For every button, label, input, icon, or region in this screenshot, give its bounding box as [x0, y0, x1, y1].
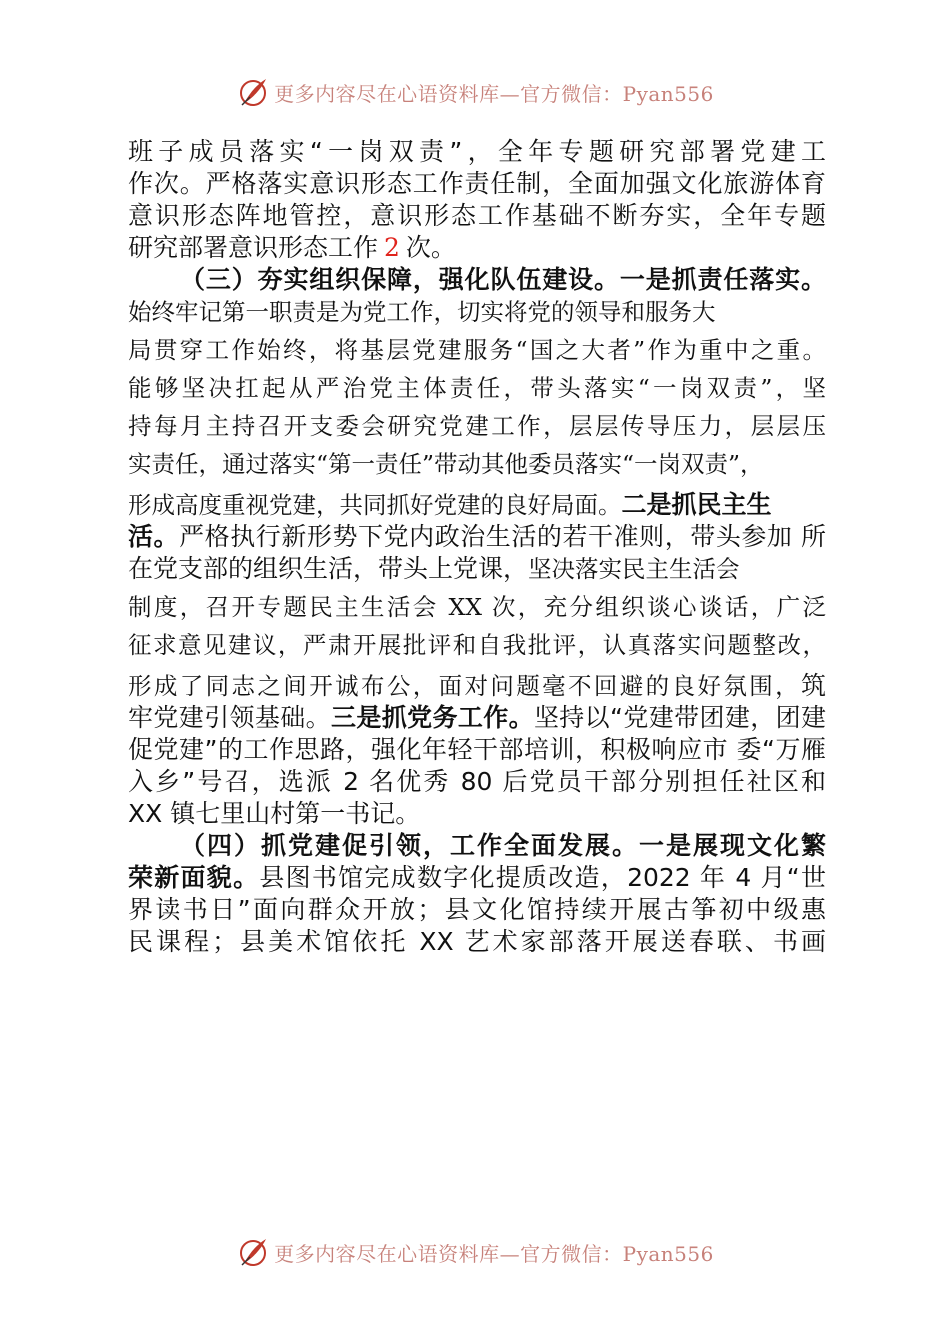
text-line: 意识形态阵地管控，意识形态工作基础不断夯实，全年专题	[128, 201, 826, 230]
bold-text: 三是抓党务工作。	[330, 703, 534, 732]
text-line	[128, 702, 826, 734]
text-line: 作次。严格落实意识形态工作责任制，全面加强文化旅游体育	[128, 169, 826, 198]
text-line: XX 镇七里山村第一书记。	[128, 799, 421, 828]
bold-text: 二是抓民主生	[621, 490, 772, 519]
text-line	[128, 670, 826, 702]
watermark-banner-bottom	[0, 1232, 950, 1272]
heading-text: （四）抓党建促引领，工作全面发展。一是展现文化繁	[180, 831, 826, 860]
text-span: 县图书馆完成数字化提质改造，2022 年 4 月“世	[259, 863, 826, 892]
text-line: 制度，召开专题民主生活会 XX 次，充分组织谈心谈话，广泛	[128, 593, 826, 621]
watermark-banner-top	[0, 72, 950, 112]
text-span: 研究部署意识形态工作	[128, 233, 379, 262]
document-body	[128, 136, 826, 958]
text-line: 入乡”号召，选派 2 名优秀 80 后党员干部分别担任社区和	[128, 767, 826, 796]
heading-text: （三）夯实组织保障，强化队伍建设。一是抓责任落实。	[180, 265, 826, 294]
text-line: 民课程；县美术馆依托 XX 艺术家部落开展送春联、书画	[128, 927, 826, 956]
bold-text: 荣新面貌。	[128, 863, 260, 892]
text-span: 坚持以“党建带团建，团建	[533, 703, 826, 732]
text-line	[128, 553, 826, 585]
text-span: 牢党建引领基础。	[128, 703, 331, 732]
text-span: 严格执行新形势下党内政治生活的若干准则，带头参加 所	[179, 522, 826, 551]
text-span: 在党支部的组织生活，带头上党课，	[128, 554, 529, 583]
text-line: 能够坚决扛起从严治党主体责任，带头落实“一岗双责”，坚	[128, 374, 826, 402]
text-span: 坚决落实民主生活会	[528, 555, 740, 583]
text-span: 筑	[800, 671, 826, 700]
text-span: 形成了同志之间开诚布公，面对问题毫不回避的良好氛围，	[128, 672, 801, 700]
feather-logo-icon	[236, 75, 270, 109]
text-line: 实责任，通过落实“第一责任”带动其他委员落实“一岗双责”，	[128, 450, 764, 478]
text-line: 促党建”的工作思路，强化年轻干部培训，积极响应市 委“万雁	[128, 735, 826, 764]
text-line: 始终牢记第一职责是为党工作，切实将党的领导和服务大	[128, 298, 716, 326]
text-line	[128, 521, 826, 553]
highlight-number: 2	[384, 233, 400, 262]
bold-text: 活。	[128, 522, 180, 551]
watermark-text: 更多内容尽在心语资料库—官方微信：Pyan556	[274, 81, 714, 106]
text-span: 形成高度重视党建，共同抓好党建的良好局面。	[128, 491, 622, 519]
text-span: 次。	[405, 233, 456, 262]
text-line: 界读书日”面向群众开放；县文化馆持续开展古筝初中级惠	[128, 895, 826, 924]
text-line	[128, 862, 826, 894]
text-line	[128, 232, 826, 264]
text-line: 班子成员落实“一岗双责”，全年专题研究部署党建工	[128, 137, 826, 166]
section-heading	[128, 830, 826, 862]
text-line: 局贯穿工作始终，将基层党建服务“国之大者”作为重中之重。	[128, 336, 826, 364]
watermark-text: 更多内容尽在心语资料库—官方微信：Pyan556	[274, 1241, 714, 1266]
feather-logo-icon	[236, 1235, 270, 1269]
text-line	[128, 489, 826, 521]
text-line: 征求意见建议，严肃开展批评和自我批评，认真落实问题整改，	[128, 631, 826, 659]
section-heading	[128, 264, 826, 296]
text-line: 持每月主持召开支委会研究党建工作，层层传导压力，层层压	[128, 412, 826, 440]
